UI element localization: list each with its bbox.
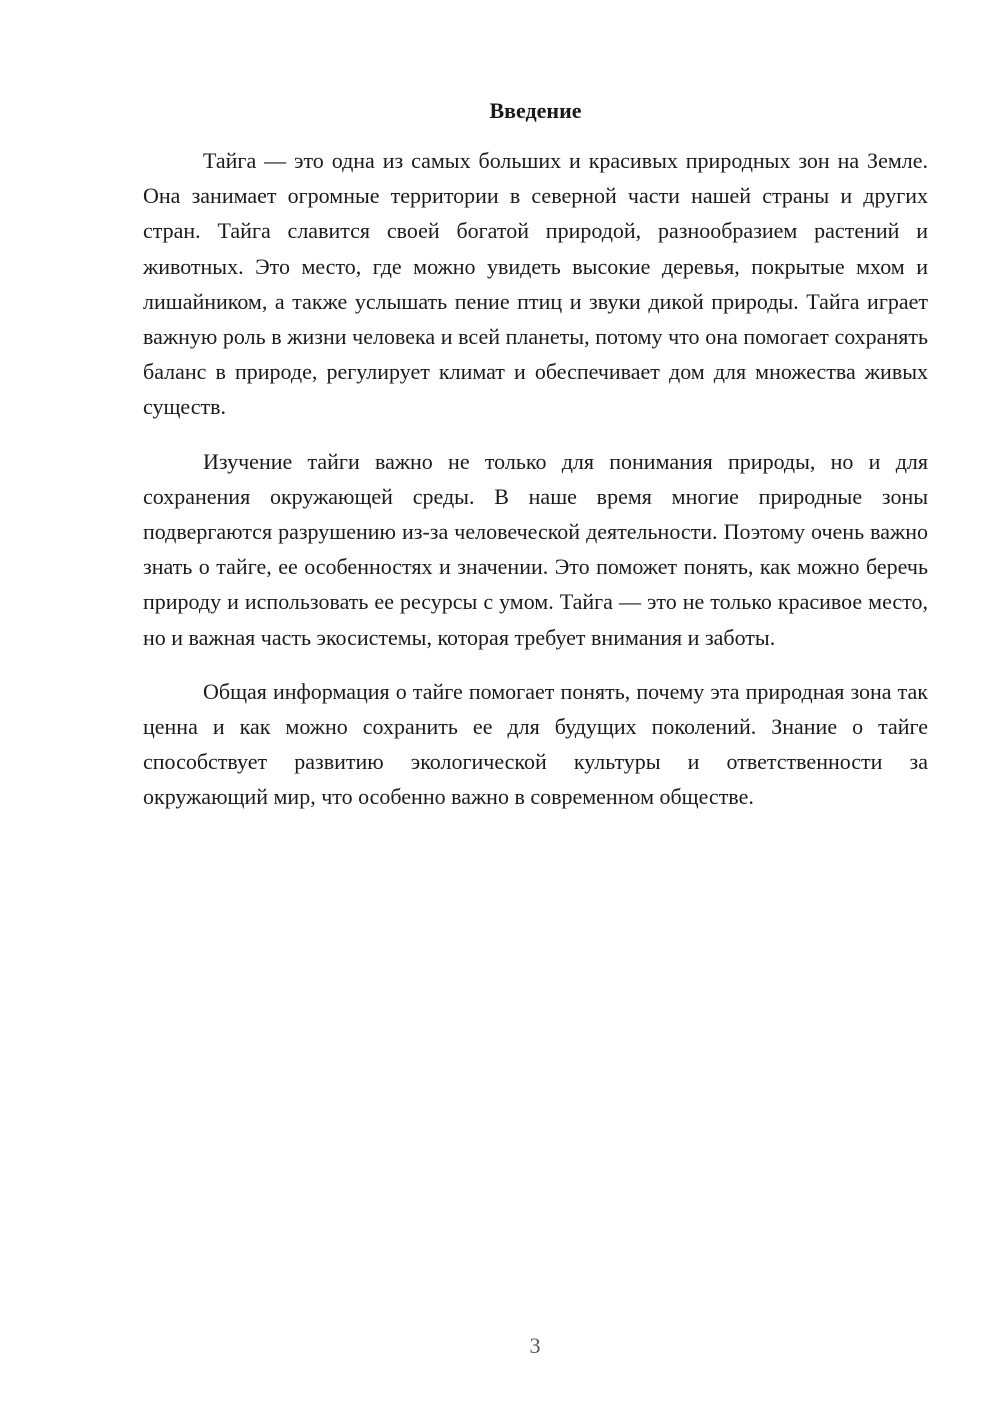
paragraph-2: Изучение тайги важно не только для понимания природы, но и для сохранения окружающей среды. В наше время многие природные зоны подвергаются разрушению из-за человеческой деятельности. Поэтому очень важно знать о тайге, ее особенностях и значении. Это поможет понять, как можно беречь природу и использовать ее ресурсы с умом. Тайга — это не только красивое место, но и важная часть экосистемы, которая требует внимания и заботы.: [143, 448, 928, 650]
page-number: 3: [529, 1333, 541, 1358]
paragraph-3: Общая информация о тайге помогает понять, почему эта природная зона так ценна и как можно сохранить ее для будущих поколений. Знание о тайге способствует развитию экологической культуры и ответственности за окружающий мир, что особенно важно в современном обществе.: [143, 678, 928, 810]
section-heading: Введение: [489, 98, 582, 123]
body-text: [143, 143, 928, 834]
paragraph-1: Тайга — это одна из самых больших и красивых природных зон на Земле. Она занимает огромные территории в северной части нашей страны и других стран. Тайга славится своей богатой природой, разнообразием растений и животных. Это место, где можно увидеть высокие деревья, покрытые мхом и лишайником, а также услышать пение птиц и звуки дикой природы. Тайга играет важную роль в жизни человека и всей планеты, потому что она помогает сохранять баланс в природе, регулирует климат и обеспечивает дом для множества живых существ.: [143, 148, 928, 420]
